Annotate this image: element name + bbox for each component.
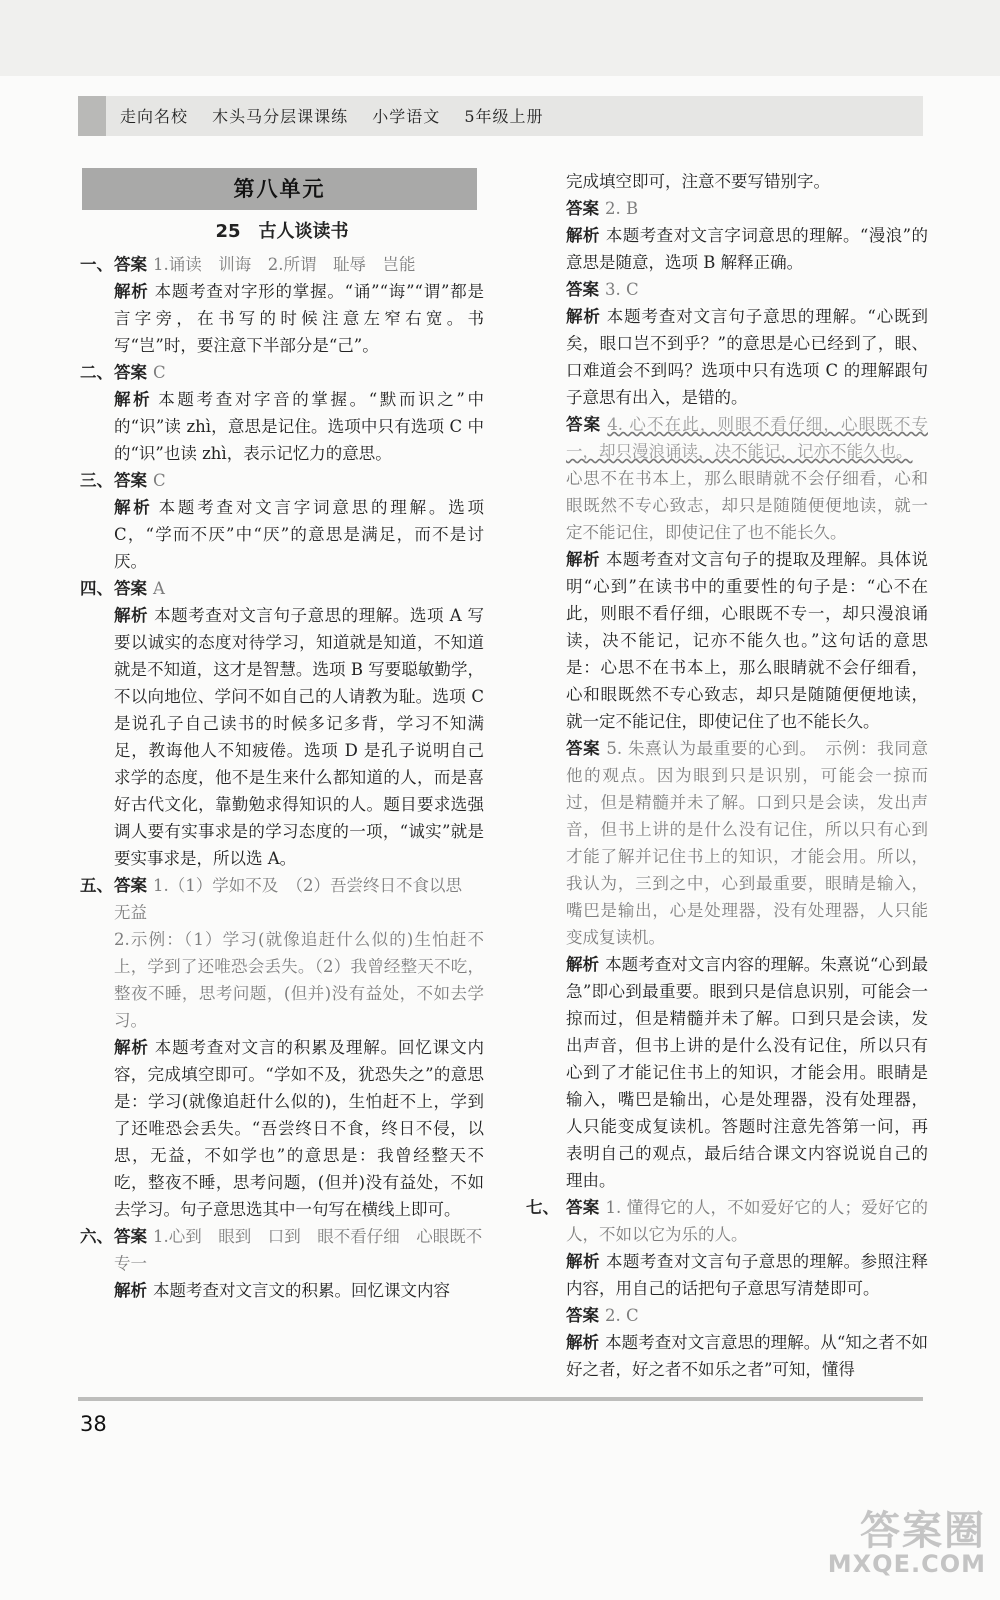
- analysis-text: 本题考查对文言句子意思的理解。参照注释内容，用自己的话把句子意思写清楚即可。: [566, 1252, 929, 1298]
- analysis-label: 解析: [114, 498, 153, 517]
- question-number: 二、: [80, 363, 113, 382]
- answer-text: 5. 朱熹认为最重要的心到。 示例：我同意他的观点。因为眼到只是识别，可能会一掠而过，但是精髓并未了解。口到只是会读，发出声音，但书上讲的是什么没有记住，所以只有心到才能了解并记住书上的知识，才能会用。所以，我认为，三到之中，心到最重要，眼睛是输入，嘴巴是输出，心是处理器，没有处理器，人只能变成复读机。: [566, 739, 928, 947]
- question-2: [80, 359, 484, 467]
- answer-text: 1.心到 眼到 口到 眼不看仔细 心眼既不专一: [114, 1227, 483, 1273]
- analysis-text: 本题考查对文言意思的理解。从“知之者不如好之者，好之者不如乐之者”可知，懂得: [566, 1333, 929, 1379]
- question-4: [80, 575, 484, 872]
- analysis-text: 本题考查对字音的掌握。“默而识之”中的“识”读 zhì，意思是记住。选项中只有选项 C 中的“识”也读 zhì，表示记忆力的意思。: [114, 390, 485, 463]
- answer-label: 答案: [114, 255, 147, 274]
- answer-text-2: 2.示例：（1）学习(就像追赶什么似的)生怕赶不上，学到了还唯恐会丢失。（2）我曾经整天不吃，整夜不睡，思考问题，(但并)没有益处，不如去学习。: [114, 930, 484, 1030]
- question-1: [80, 251, 484, 359]
- header-marker: [78, 96, 106, 136]
- answer-label: 答案: [114, 471, 147, 490]
- answer-translation: 心思不在书本上，那么眼睛就不会仔细看，心和眼既然不专心致志，却只是随随便便地读，就一定不能记住，即使记住了也不能长久。: [566, 469, 928, 542]
- question-number: 六、: [80, 1227, 113, 1246]
- watermark-logo: [828, 1499, 986, 1578]
- analysis-label: 解析: [114, 282, 149, 301]
- analysis-text: 本题考查对文言字词意思的理解。选项 C，“学而不厌”中“厌”的意思是满足，而不是讨厌。: [114, 498, 485, 571]
- lesson-title: 25 古人谈读书: [215, 221, 349, 242]
- analysis-text: 本题考查对字形的掌握。“诵”“诲”“谓”都是言字旁，在书写的时候注意左窄右宽。书写“岂”时，要注意下半部分是“己”。: [114, 282, 484, 355]
- analysis-label: 解析: [566, 550, 600, 569]
- analysis-label: 解析: [114, 1038, 149, 1057]
- answer-label: 答案: [566, 199, 599, 218]
- answer-label: 答案: [566, 1306, 599, 1325]
- analysis-label: 解析: [566, 226, 600, 245]
- analysis-text: 本题考查对文言字词意思的理解。“漫浪”的意思是随意，选项 B 解释正确。: [566, 226, 929, 272]
- watermark-text: 答案圈: [860, 1508, 986, 1554]
- answer-label: 答案: [114, 1227, 147, 1246]
- answer-label: 答案: [566, 415, 602, 434]
- header-grade: 5年级上册: [464, 107, 544, 126]
- left-column: [80, 168, 484, 1304]
- header-book: 木头马分层课课练: [212, 107, 349, 126]
- question-3: [80, 467, 484, 575]
- analysis-text: 本题考查对文言句子的提取及理解。具体说明“心到”在读书中的重要性的句子是：“心不在此，则眼不看仔细，心眼既不专一，却只漫浪诵读，决不能记，记亦不能久也。”这句话的意思是：心思不在书本上，那么眼睛就不会仔细看，心和眼既然不专心致志，却只是随随便便地读，就一定不能记住，即使记住了也不能长久。: [566, 550, 929, 731]
- continued-text: 完成填空即可，注意不要写错别字。: [566, 172, 830, 191]
- analysis-text: 本题考查对文言句子意思的理解。“心既到矣，眼口岂不到乎？”的意思是心已经到了，眼、口难道会不到吗？选项中只有选项 C 的理解跟句子意思有出入，是错的。: [566, 307, 929, 407]
- answer-label: 答案: [114, 363, 147, 382]
- header-subject: 小学语文: [372, 107, 441, 126]
- analysis-text: 本题考查对文言句子意思的理解。选项 A 写要以诚实的态度对待学习，知道就是知道，不知道就是不知道，这才是智慧。选项 B 写要聪敏勤学，不以向地位、学问不如自己的人请教为耻。选项 C 是说孔子自己读书的时候多记多背，学习不知满足，教诲他人不知疲倦。选项 D 是孔子说明自己求学的态度，他不是生来什么都知道的人，而是喜好古代文化，靠勤勉求得知识的人。题目要求选强调人要有实事求是的学习态度的一项，“诚实”就是要实事求是，所以选 A。: [114, 606, 485, 868]
- answer-text: 1.诵读 训诲 2.所谓 耻辱 岂能: [153, 255, 416, 274]
- header-series: 走向名校: [120, 107, 189, 126]
- analysis-label: 解析: [566, 1333, 600, 1352]
- analysis-label: 解析: [566, 307, 601, 326]
- answer-label: 答案: [566, 280, 599, 299]
- answer-label: 答案: [566, 1198, 600, 1217]
- answer-text: C: [153, 471, 166, 490]
- answer-label: 答案: [566, 739, 601, 758]
- answer-text: 2. B: [605, 199, 639, 218]
- analysis-label: 解析: [566, 1252, 600, 1271]
- answer-text: C: [153, 363, 166, 382]
- analysis-text: 本题考查对文言的积累及理解。回忆课文内容，完成填空即可。“学如不及，犹恐失之”的意思是：学习(就像追赶什么似的)，生怕赶不上，学到了还唯恐会丢失。“吾尝终日不食，终日不侵，以思，无益，不如学也”的意思是：我曾经整天不吃，整夜不睡，思考问题，(但并)没有益处，不如去学习。句子意思选其中一句写在横线上即可。: [114, 1038, 484, 1219]
- answer-text: 1.（1）学如不及 （2）吾尝终日不食以思 无益: [114, 876, 479, 922]
- analysis-label: 解析: [114, 390, 153, 409]
- footer-rule: [78, 1397, 923, 1401]
- question-number: 三、: [80, 471, 113, 490]
- unit-title: 第八单元: [82, 168, 477, 210]
- analysis-text: 本题考查对文言文的积累。回忆课文内容: [153, 1281, 450, 1300]
- analysis-text: 本题考查对文言内容的理解。朱熹说“心到最急”即心到最重要。眼到只是信息识别，可能会一掠而过，但是精髓并未了解。口到只是会读，发出声音，但书上讲的是什么没有记住，所以只有心到了才能记住书上的知识，才能会用。眼睛是输入，嘴巴是输出，心是处理器，没有处理器，人只能变成复读机。答题时注意先答第一问，再表明自己的观点，最后结合课文内容说说自己的理由。: [566, 955, 929, 1190]
- answer-text: 2. C: [605, 1306, 639, 1325]
- analysis-label: 解析: [114, 1281, 147, 1300]
- question-5: [80, 872, 484, 1223]
- watermark-url: MXQE.COM: [827, 1550, 986, 1578]
- answer-text: 3. C: [605, 280, 639, 299]
- answer-text: 1. 懂得它的人，不如爱好它的人；爱好它的人，不如以它为乐的人。: [566, 1198, 928, 1244]
- question-number: 七、: [526, 1198, 559, 1217]
- question-6: [80, 1223, 484, 1304]
- running-header: [120, 104, 562, 127]
- answer-text-underlined: 4. 心不在此，则眼不看仔细，心眼既不专一，却只漫浪诵读，决不能记，记亦不能久也。: [566, 415, 928, 461]
- answer-text: A: [153, 579, 165, 598]
- question-number: 五、: [80, 876, 113, 895]
- analysis-label: 解析: [114, 606, 149, 625]
- question-number: 四、: [80, 579, 113, 598]
- right-column: [526, 168, 929, 1383]
- answer-label: 答案: [114, 579, 147, 598]
- page-number: 38: [80, 1412, 107, 1436]
- analysis-label: 解析: [566, 955, 600, 974]
- question-number: 一、: [80, 255, 113, 274]
- answer-label: 答案: [114, 876, 147, 895]
